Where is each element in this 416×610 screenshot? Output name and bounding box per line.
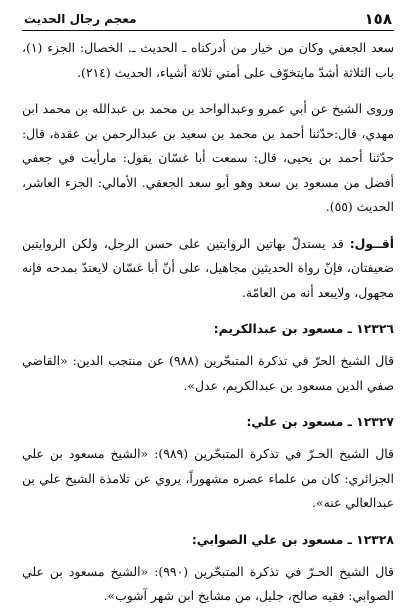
note-text: قد يستدلّ بهاتين الروايتين على حسن الرجل، ولكن الروايتين ضعيفتان، فإنّ رواة الحديثين مجاهيل، على أنّ أبا غسّان لايعتدّ بمدحه فإنه مجهول، ولايبعد أنه من العامّة. (22, 235, 394, 300)
entry-heading: ١٢٣٢٦ ـ مسعود بن عبدالكريم: (213, 321, 394, 336)
paragraph-amali: وروى الشيخ عن أبي عمرو وعبدالواحد بن محمد بن عبدالله بن محمد ابن مهدي، قال:حدّثنا أحمد بن محمد بن سعيد بن عبدالرحمن بن عقدة، قال: حدّثنا أحمد بن يحيى، قال: سمعت أبا غسّان يقول: مارأيت في جعفي أفضل من مسعود بن سعد وهو أبو سعد الجعفي. الأمالي: الجزء العاشر، الحديث (٥٥). (22, 101, 394, 214)
note-label: أقــول: (349, 235, 394, 251)
author-note (22, 232, 394, 306)
book-title: معجم رجال الحديث (24, 12, 137, 26)
entry-heading: ١٢٣٢٨ ـ مسعود بن علي الصوابي: (191, 531, 394, 547)
page-header (22, 8, 394, 31)
entry-text: قال الشيخ الحـرّ في تذكرة المتبحّرين (٩٨٩): «الشيخ مسعود بن علي الجزائري: كان من علماء عصره مشهوراً، يروي عن تلامذة الشيخ علي بن عبدالعالي عنه». (22, 446, 394, 510)
entry-heading: ١٢٣٢٧ ـ مسعود بن علي: (246, 414, 394, 429)
page-body (22, 36, 394, 609)
page-number: ١٥٨ (364, 10, 392, 28)
entry-text: قال الشيخ الحـرّ في تذكرة المتبحّرين (٩٩٠): «الشيخ مسعود بن علي الصوابي: فقيه صالح، جليل، من مشايخ ابن شهر آشوب». (22, 563, 394, 603)
entry-text: قال الشيخ الحرّ في تذكرة المتبحّرين (٩٨٨) عن منتجب الدين: «القاضي صفي الدين مسعود بن عبدالكريم، عدل». (22, 353, 394, 393)
paragraph-khisal: سعد الجعفي وكان من خيار من أدركناه ـ الحديث ـ. الخصال: الجزء (١)، باب الثلاثة أشدّ مايتخوّف على أمتي ثلاثة أشياء، الحديث (٢١٤). (22, 40, 394, 80)
